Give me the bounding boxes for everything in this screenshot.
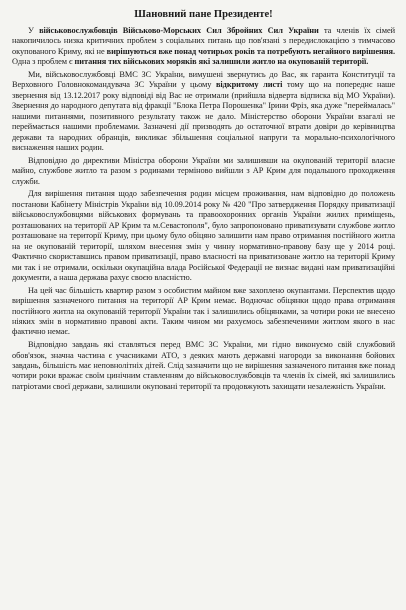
bold-text: відкритому листі xyxy=(215,80,283,90)
bold-text: військовослужбовців Військово-Морських Сил Збройних Сил України xyxy=(39,26,319,35)
bold-text: питання тих військових моряків які залишили житло на окупованій території. xyxy=(74,57,369,67)
paragraph-3: Відповідно до директиви Міністра оборони України ми залишивши на окупованій території власне майно, службове житло та разом з родинами терміново вийшли з АР Крим для подальшого проходження служби. xyxy=(12,155,395,186)
paragraph-4: Для вирішення питання щодо забезпечення родин місцем проживання, нам відповідно до положень постанови Кабінету Міністрів України від 10.09.2014 року № 420 "Про затвердження Порядку приватизації військовослужбовцями військових формувань та правоохоронних органів України жилих приміщень, розташованих на території АР Крим та м.Севастополя", було запропоновано приватизувати службове житло розташоване на території Криму, при цьому було обіцяно залишити нам право отримання постійного житла на не окупованій території, шляхом внесення змін у чинну нормативно-правову базу ще у 2014 році. Фактично скориставшись правом приватизації, право власності на приватизоване житло на території Криму ми так і не отримали, оскільки окупаційна влада Російської Федерації не визнає видані нам приватизаційні документи, а наша держава рахує своєю власністю. xyxy=(12,189,395,282)
paragraph-2: Ми, військовослужбовці ВМС ЗС України, вимушені звернутись до Вас, як гаранта Конституції та Верховного Головнокомандувача ЗС України у цьому відкритому листі тому що на попереднє наше звернення від 13.12.2017 року відповіді від Вас не отримали (прийшла відверта відписка від МО України). Звернення до народного депутата від фракції "Блока Петра Порошенка" Ірини Фріз, яка дуже "переймалась" нашими питаннями, позитивного результату також не дало. Міністерство оборони України взагалі не переймається нашими проблемами. Зазначені дії призводять до остаточної втрати довіри до керівництва держави та народних обранців, викликає збільшення соціальної напруги та морально-психологічного виснаження наших родин. xyxy=(12,70,395,153)
letter-body xyxy=(12,26,395,392)
salutation: Шановний пане Президенте! xyxy=(134,9,273,20)
bold-text: вирішуються вже понад чотирьох років та потребують негайного вирішення. xyxy=(106,46,396,56)
paragraph-5: На цей час більшість квартир разом з особистим майном вже захоплено окупантами. Перспектив щодо вирішення зазначеного питання на території АР Крим немає. Водночас обіцянки щодо права отримання постійного житла на окупованій території України так і залишились обіцянками, за чотири роки не внесено ніяких змін в нормативно правові акти. Таким чином ми рахуємось забезпеченими житлом якого в нас фактично немає. xyxy=(12,285,395,337)
paragraph-6: Відповідно завдань які ставляться перед ВМС ЗС України, ми гідно виконуємо свій службовий обов'язок, значна частина є учасниками АТО, з деяких мають державні нагороди за виконання бойових завдань, більшість має неповнолітніх дітей. Слід зазначити що не вирішення зазначеного питання вже понад чотири роки вражає своїм цинічним ставленням до військовослужбовців та членів їх сімей, які залишились патріотами своєї держави, залишили окуповані території та продовжують захищати незалежність України. xyxy=(12,340,395,391)
paragraph-1: У військовослужбовців Військово-Морських Сил Збройних Сил України та членів їх сімей накопичилось низка критичних проблем з соціальних питань що пов'язані з передислокацією з тимчасово окупованого Криму, які не вирішуються вже понад чотирьох років та потребують негайного вирішення. Одна з проблем є питання тих військових моряків які залишили житло на окупованій території. xyxy=(12,26,396,67)
